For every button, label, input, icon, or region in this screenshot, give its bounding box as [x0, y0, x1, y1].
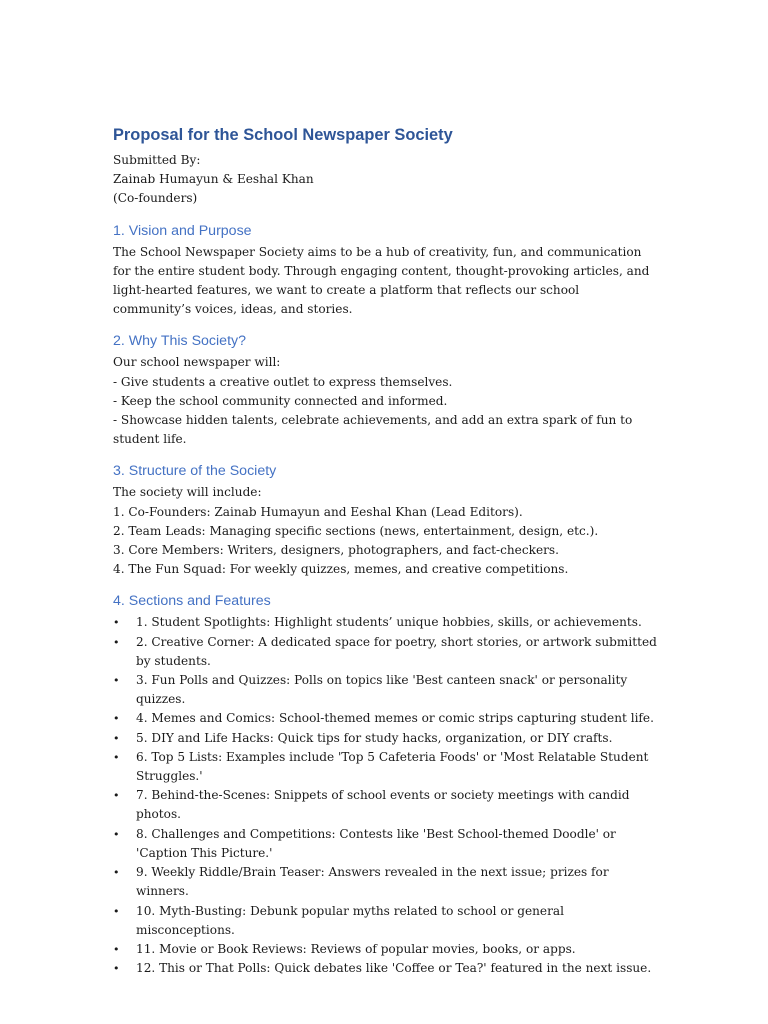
structure-lines — [113, 483, 658, 579]
list-item — [113, 613, 658, 632]
author-roles: (Co-founders) — [113, 191, 198, 206]
bullet-icon: • — [113, 942, 120, 956]
list-item-text: 11. Movie or Book Reviews: Reviews of popular movies, books, or apps. — [136, 941, 576, 956]
submitted-by-label: Submitted By: — [113, 153, 201, 167]
list-item-text: 10. Myth-Busting: Debunk popular myths related to school or general misconceptions. — [136, 903, 564, 937]
document-page — [113, 124, 658, 978]
section-heading-features: 4. Sections and Features — [113, 593, 271, 610]
list-item-text: 8. Challenges and Competitions: Contests like 'Best School-themed Doodle' or 'Caption This Picture.' — [136, 826, 616, 860]
bullet-icon: • — [113, 866, 120, 880]
authors: Zainab Humayun & Eeshal Khan — [113, 172, 314, 187]
list-item — [113, 940, 658, 959]
bullet-icon: • — [113, 731, 120, 745]
list-item-text: 9. Weekly Riddle/Brain Teaser: Answers revealed in the next issue; prizes for winners. — [136, 865, 609, 899]
list-item — [113, 709, 658, 728]
list-item — [113, 825, 658, 863]
bullet-icon: • — [113, 712, 120, 726]
list-item-text: 6. Top 5 Lists: Examples include 'Top 5 Cafeteria Foods' or 'Most Relatable Student Struggles.' — [136, 749, 649, 784]
list-item-text: 3. Fun Polls and Quizzes: Polls on topics like 'Best canteen snack' or personality quizzes. — [136, 673, 628, 707]
bullet-icon: • — [113, 635, 120, 649]
section-heading-why: 2. Why This Society? — [113, 333, 246, 350]
list-item-text: 12. This or That Polls: Quick debates like 'Coffee or Tea?' featured in the next issue. — [136, 961, 652, 976]
bullet-icon: • — [113, 962, 120, 976]
bullet-icon: • — [113, 750, 120, 764]
list-item-text: 5. DIY and Life Hacks: Quick tips for study hacks, organization, or DIY crafts. — [136, 730, 613, 745]
list-item — [113, 863, 658, 901]
structure-line: 1. Co-Founders: Zainab Humayun and Eeshal Khan (Lead Editors). — [113, 504, 523, 519]
structure-line: The society will include: — [113, 485, 262, 500]
why-line: Our school newspaper will: — [113, 355, 281, 370]
why-line: - Keep the school community connected and informed. — [113, 393, 448, 408]
why-line: - Showcase hidden talents, celebrate achievements, and add an extra spark of fun to student life. — [113, 413, 633, 447]
list-item — [113, 959, 658, 978]
bullet-icon: • — [113, 904, 120, 918]
list-item — [113, 633, 658, 671]
list-item-text: 1. Student Spotlights: Highlight students’ unique hobbies, skills, or achievements. — [136, 615, 642, 630]
list-item-text: 7. Behind-the-Scenes: Snippets of school events or society meetings with candid photos. — [136, 788, 630, 822]
list-item — [113, 748, 658, 786]
structure-line: 4. The Fun Squad: For weekly quizzes, memes, and creative competitions. — [113, 562, 569, 577]
bullet-icon: • — [113, 674, 120, 688]
bullet-icon: • — [113, 616, 120, 630]
list-item — [113, 729, 658, 748]
structure-line: 3. Core Members: Writers, designers, photographers, and fact-checkers. — [113, 543, 559, 558]
bullet-icon: • — [113, 827, 120, 841]
list-item — [113, 902, 658, 940]
list-item — [113, 786, 658, 824]
section-heading-structure: 3. Structure of the Society — [113, 463, 277, 480]
section-heading-vision: 1. Vision and Purpose — [113, 222, 252, 239]
why-line: - Give students a creative outlet to express themselves. — [113, 374, 453, 389]
why-lines — [113, 353, 658, 449]
list-item-text: 2. Creative Corner: A dedicated space for poetry, short stories, or artwork submitted by students. — [136, 634, 657, 668]
vision-paragraph: The School Newspaper Society aims to be a hub of creativity, fun, and communication for the entire student body. Through engaging content, thought-provoking articles, and light-hearted features, we want to create a platform that reflects our school community’s voices, ideas, and stories. — [113, 244, 650, 317]
structure-line: 2. Team Leads: Managing specific sections (news, entertainment, design, etc.). — [113, 523, 599, 538]
features-list — [113, 613, 658, 978]
list-item-text: 4. Memes and Comics: School-themed memes or comic strips capturing student life. — [136, 711, 654, 726]
bullet-icon: • — [113, 789, 120, 803]
list-item — [113, 671, 658, 709]
document-title: Proposal for the School Newspaper Society — [113, 126, 453, 144]
